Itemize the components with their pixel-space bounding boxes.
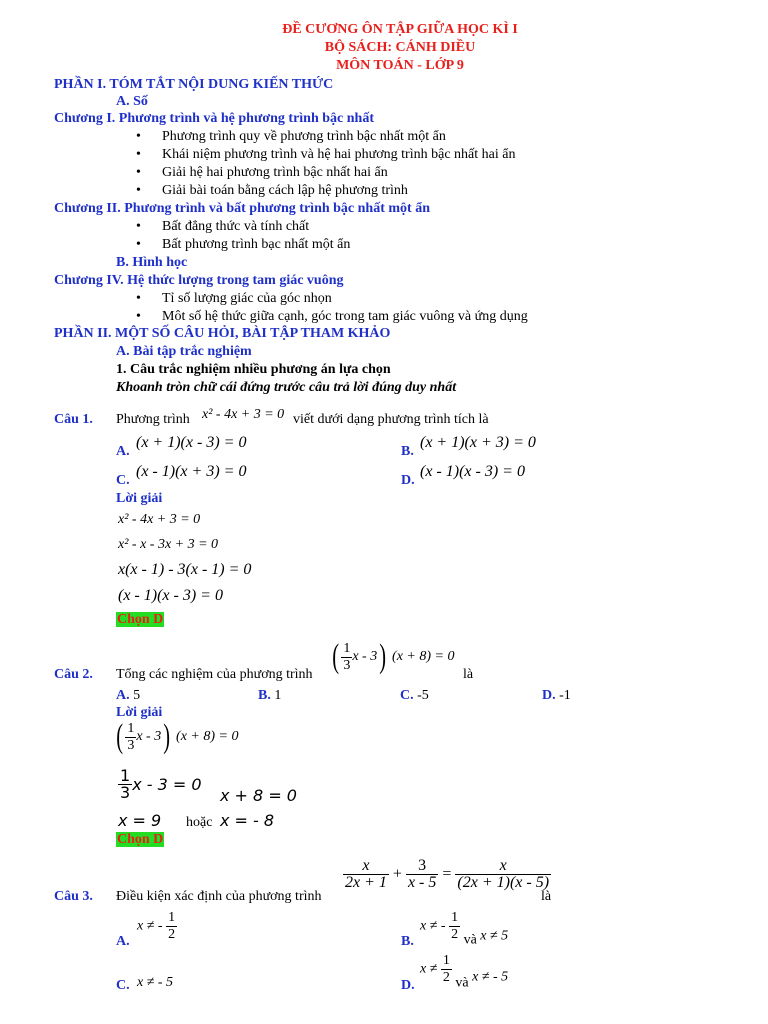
fraction	[125, 721, 136, 754]
q1-answer-wrap	[116, 612, 164, 628]
right-paren: )	[163, 718, 171, 755]
q1-step-2: x² - x - 3x + 3 = 0	[118, 537, 219, 552]
list-item: • Giải bài toán bằng cách lập hệ phương trình	[162, 183, 408, 199]
list-item: • Giải hệ hai phương trình bậc nhất hai ẩn	[162, 165, 388, 181]
part1-title: PHẦN I. TÓM TẮT NỘI DUNG KIẾN THỨC	[54, 77, 334, 92]
q3-option-b-value[interactable]	[420, 910, 508, 949]
q2-step-3b: x = - 8	[220, 811, 275, 830]
part2-section-a: A. Bài tập trắc nghiệm	[116, 344, 252, 359]
q1-equation: x² - 4x + 3 = 0	[202, 407, 285, 422]
q2-text-after: là	[463, 667, 474, 682]
q1-option-d-letter[interactable]: D.	[401, 473, 415, 488]
q3-option-b-letter[interactable]: B.	[401, 934, 414, 949]
denominator: 3	[343, 657, 351, 673]
q2-text-before: Tổng các nghiệm của phương trình	[116, 667, 313, 682]
numerator: 1	[168, 910, 176, 925]
option-text: x ≠ 5	[480, 928, 509, 944]
eq-part: x - 3	[352, 649, 378, 664]
numerator: 1	[451, 910, 459, 925]
part1-section-b: B. Hình học	[116, 255, 188, 270]
list-item: • Tỉ số lượng giác của góc nhọn	[162, 291, 332, 307]
q2-answer: Chọn D	[117, 832, 164, 847]
option-text: x ≠	[420, 961, 438, 977]
fraction	[343, 858, 389, 891]
q3-option-c-value[interactable]: x ≠ - 5	[137, 975, 174, 990]
q1-text-after: viết dưới dạng phương trình tích là	[293, 412, 489, 427]
fraction	[441, 953, 452, 986]
eq-part: (x + 8) = 0	[392, 649, 455, 664]
list-item: • Khái niệm phương trình và hệ hai phương trình bậc nhất hai ẩn	[162, 147, 515, 163]
eq-part: x - 3 = 0	[132, 775, 202, 794]
q3-text-before: Điều kiện xác định của phương trình	[116, 889, 322, 904]
q2-option-b[interactable]	[258, 688, 281, 704]
q3-equation	[343, 858, 551, 891]
option-letter: B.	[258, 688, 271, 703]
q2-option-c[interactable]	[400, 688, 429, 704]
q3-option-c-letter[interactable]: C.	[116, 978, 130, 993]
q1-solution-label: Lời giải	[116, 491, 163, 506]
q2-answer-wrap	[116, 832, 164, 848]
option-text: và	[455, 975, 469, 991]
denominator: 2	[442, 970, 450, 985]
q1-option-c-letter[interactable]: C.	[116, 473, 130, 488]
denominator: x - 5	[407, 874, 437, 891]
left-paren: (	[332, 638, 340, 675]
part2-instruction: Khoanh tròn chữ cái đứng trước câu trả lời đúng duy nhất	[116, 380, 457, 395]
option-value: 1	[274, 688, 282, 703]
q2-equation	[330, 640, 454, 690]
fraction	[449, 910, 460, 943]
denominator: 2	[168, 927, 176, 942]
q2-step-2a	[118, 768, 202, 801]
option-text: x ≠ - 5	[472, 969, 509, 985]
fraction	[118, 768, 132, 801]
denominator: 2x + 1	[345, 874, 387, 891]
equals-sign: =	[442, 865, 452, 883]
list-item: • Bất phương trình bạc nhất một ẩn	[162, 237, 350, 253]
q3-option-d-letter[interactable]: D.	[401, 978, 415, 993]
q1-label: Câu 1.	[54, 412, 93, 427]
numerator: 3	[406, 858, 438, 875]
fraction	[406, 858, 438, 891]
doc-title-line1: ĐỀ CƯƠNG ÔN TẬP GIỮA HỌC KÌ I	[282, 22, 518, 37]
option-letter: D.	[542, 688, 556, 703]
option-text: x ≠ -	[137, 918, 163, 934]
q2-label: Câu 2.	[54, 667, 93, 682]
plus-sign: +	[392, 865, 402, 883]
denominator: 3	[120, 783, 131, 802]
option-text: x ≠ -	[420, 918, 446, 934]
q2-step-2b: x + 8 = 0	[220, 786, 297, 805]
q2-step-3a: x = 9	[118, 811, 162, 830]
q3-text-after: là	[541, 889, 552, 904]
eq-part: x - 3	[136, 729, 162, 744]
numerator: x	[455, 858, 551, 875]
option-letter: C.	[400, 688, 414, 703]
q2-option-a[interactable]	[116, 688, 140, 704]
eq-part: (x + 8) = 0	[176, 729, 239, 744]
q3-option-a-letter[interactable]: A.	[116, 934, 130, 949]
q2-solution-label: Lời giải	[116, 705, 163, 720]
part2-sub1: 1. Câu trắc nghiệm nhiều phương án lựa chọn	[116, 362, 391, 377]
list-item: • Môt số hệ thức giữa cạnh, góc trong tam giác vuông và ứng dụng	[162, 309, 528, 325]
chapter2-title: Chương II. Phương trình và bất phương trình bậc nhất một ẩn	[54, 201, 430, 216]
part1-section-a: A. Số	[116, 94, 148, 109]
q1-option-a-value[interactable]: (x + 1)(x - 3) = 0	[136, 434, 247, 451]
q1-step-4: (x - 1)(x - 3) = 0	[118, 587, 223, 604]
numerator: x	[343, 858, 389, 875]
doc-title-line3: MÔN TOÁN - LỚP 9	[336, 58, 464, 73]
left-paren: (	[116, 718, 124, 755]
doc-title-line2: BỘ SÁCH: CÁNH DIỀU	[324, 40, 476, 55]
option-value: 5	[133, 688, 141, 703]
q3-option-d-value[interactable]	[420, 953, 508, 992]
denominator: (2x + 1)(x - 5)	[457, 874, 550, 891]
denominator: 2	[451, 927, 459, 942]
fraction	[166, 910, 177, 943]
q3-label: Câu 3.	[54, 889, 93, 904]
q2-step-1	[114, 720, 238, 766]
list-item: • Phương trình quy về phương trình bậc nhất một ẩn	[162, 129, 446, 145]
q1-text-before: Phương trình	[116, 412, 190, 427]
q1-option-b-value[interactable]: (x + 1)(x + 3) = 0	[420, 434, 536, 451]
q1-option-d-value[interactable]: (x - 1)(x - 3) = 0	[420, 463, 525, 480]
chapter1-title: Chương I. Phương trình và hệ phương trình bậc nhất	[54, 111, 374, 126]
q1-option-b-letter[interactable]: B.	[401, 444, 414, 459]
fraction	[341, 641, 352, 674]
q2-step-or: hoặc	[186, 815, 213, 830]
list-item: • Bất đẳng thức và tính chất	[162, 219, 309, 235]
right-paren: )	[379, 638, 387, 675]
fraction	[455, 858, 551, 891]
q1-option-a-letter[interactable]: A.	[116, 444, 130, 459]
q1-step-1: x² - 4x + 3 = 0	[118, 512, 201, 527]
numerator: 1	[127, 720, 135, 736]
chapter4-title: Chương IV. Hệ thức lượng trong tam giác vuông	[54, 273, 344, 288]
q2-option-d[interactable]	[542, 688, 571, 704]
numerator: 1	[442, 953, 450, 968]
option-value: -1	[559, 688, 571, 703]
option-value: -5	[417, 688, 429, 703]
q1-step-3: x(x - 1) - 3(x - 1) = 0	[118, 561, 252, 578]
q3-option-a-value[interactable]	[137, 910, 177, 943]
denominator: 3	[127, 737, 135, 753]
q1-option-c-value[interactable]: (x - 1)(x + 3) = 0	[136, 463, 247, 480]
option-letter: A.	[116, 688, 130, 703]
option-text: và	[463, 932, 477, 948]
numerator: 1	[120, 766, 131, 785]
numerator: 1	[343, 640, 351, 656]
part2-title: PHẦN II. MỘT SỐ CÂU HỎI, BÀI TẬP THAM KHẢO	[54, 326, 391, 341]
q1-answer: Chọn D	[117, 612, 164, 627]
